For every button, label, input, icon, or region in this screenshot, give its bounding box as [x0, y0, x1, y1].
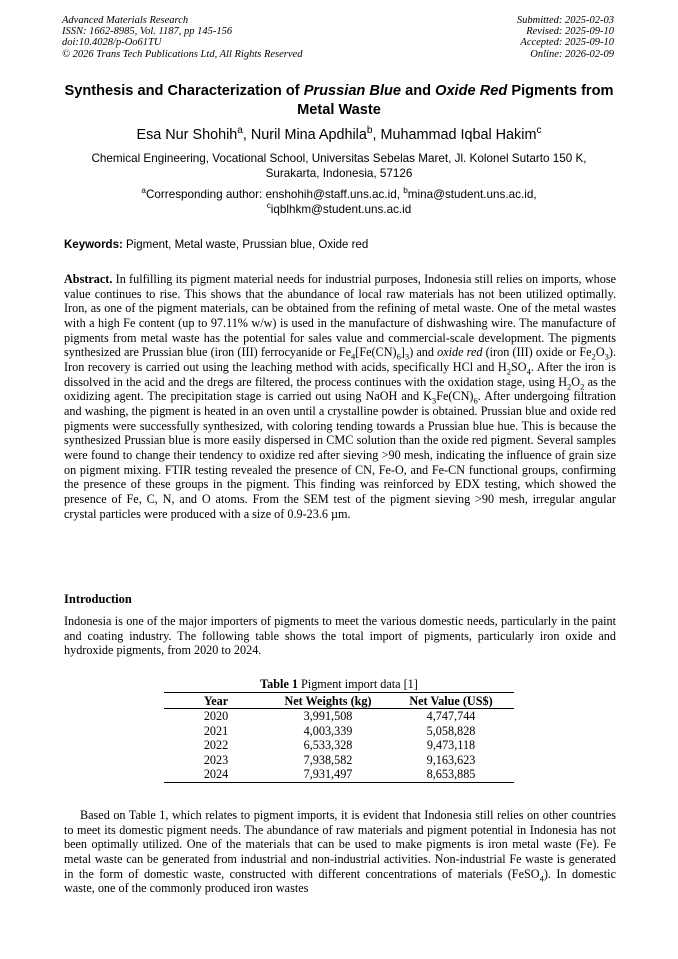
doi[interactable]: doi:10.4028/p-Oo61TU — [62, 37, 162, 49]
section-heading-introduction: Introduction — [64, 592, 132, 606]
abstract-text: (iron (III) oxide or Fe — [482, 345, 592, 360]
author-name: , Nuril Mina Apdhila — [242, 127, 367, 143]
cell-net-weight: 7,938,582 — [303, 752, 353, 767]
abstract-text: . After the iron is dissolved in the acid and the dregs are filtered, the process continues with the oxidation stage, using H — [64, 359, 616, 389]
author-affil-mark: a — [237, 125, 243, 137]
abstract-text: SO — [510, 359, 527, 374]
corresponding-line-1 — [56, 188, 622, 203]
cell-net-value: 9,163,623 — [426, 752, 476, 767]
introduction-paragraph: Indonesia is one of the major importers of pigments to meet the various domestic needs, particularly in the paint and coating industry. The following table shows the total import of pigments, particularly iron oxide and hydroxide pigments, from 2020 to 2024. — [64, 614, 616, 658]
column-header-year: Year — [164, 693, 268, 709]
cell-net-weight: 3,991,508 — [303, 709, 353, 723]
keywords-label: Keywords: — [64, 239, 123, 251]
subscript: 6 — [396, 351, 401, 362]
affiliation-line: Chemical Engineering, Vocational School, Universitas Sebelas Maret, Jl. Kolonel Sutarto 150 K, — [91, 152, 587, 165]
subscript: 4 — [351, 351, 356, 362]
subscript: 3 — [604, 351, 609, 362]
table-caption-label: Table 1 — [260, 677, 298, 691]
affil-mark: c — [266, 200, 271, 210]
cell-year: 2020 — [203, 709, 229, 723]
affiliation-line: Surakarta, Indonesia, 57126 — [265, 166, 413, 180]
abstract-text: ] — [400, 345, 405, 360]
revised-date: Revised: 2025-09-10 — [526, 26, 614, 38]
issn: ISSN: 1662-8985, Vol. 1187, pp 145-156 — [62, 26, 233, 38]
author-name: , Muhammad Iqbal Hakim — [372, 127, 537, 143]
cell-year: 2023 — [203, 752, 229, 767]
table-row — [164, 767, 514, 782]
online-date: Online: 2026-02-09 — [530, 48, 614, 60]
author-affil-mark: b — [366, 125, 373, 137]
cell-net-value: 4,747,744 — [426, 709, 476, 723]
abstract-text: Fe(CN) — [436, 389, 474, 404]
abstract-label: Abstract. — [64, 272, 113, 286]
abstract-text: [Fe(CN) — [355, 345, 397, 360]
paper-title — [56, 82, 622, 120]
subscript: 2 — [591, 351, 596, 362]
pigment-import-table — [164, 692, 514, 783]
keywords — [64, 238, 616, 252]
author-affil-mark: c — [536, 125, 542, 137]
title-italic-prussian-blue: Prussian Blue — [303, 83, 402, 99]
subscript: 2 — [506, 366, 511, 377]
abstract-text: O — [595, 345, 605, 360]
abstract-text: O — [571, 374, 581, 389]
title-part: Pigments from Metal Waste — [297, 83, 614, 118]
subscript: 2 — [567, 381, 572, 392]
abstract-text: as the oxidizing agent. The precipitation stage is carried out using NaOH and K — [64, 374, 617, 404]
cell-net-weight: 4,003,339 — [303, 723, 353, 738]
corresponding-authors — [56, 188, 622, 217]
table-row — [164, 709, 514, 724]
table-row — [164, 753, 514, 768]
journal-name: Advanced Materials Research — [62, 15, 189, 26]
copyright: © 2026 Trans Tech Publications Ltd, All Rights Reserved — [62, 48, 303, 60]
journal-header-right — [517, 15, 614, 60]
cell-net-weight: 6,533,328 — [303, 738, 353, 752]
cell-net-value: 8,653,885 — [388, 767, 514, 782]
accepted-date: Accepted: 2025-09-10 — [520, 37, 614, 49]
abstract-text: In fulfilling its pigment material needs for industrial purposes, Indonesia still relies on imports, whose value continues to rise. This shows that the abundance of local raw materials has not been utilized optimally. Iron, as one of the pigment materials, can be obtained from the refining of metal waste. One of the metal wastes with a high Fe content (up to 97.11% w/w) is used in the manufacture of dishwashing wire. The manufacture of pigments from metal waste has the potential for sales value and commercial-scale development. The pigments synthesized are Prussian blue (iron (III) ferrocyanide or Fe — [64, 272, 616, 360]
author-list — [40, 126, 638, 144]
table-row — [164, 724, 514, 739]
cell-net-weight: 7,931,497 — [268, 767, 388, 782]
keywords-text: Pigment, Metal waste, Prussian blue, Oxide red — [122, 239, 369, 251]
author-name: Esa Nur Shohih — [136, 127, 238, 143]
body-paragraph — [64, 808, 616, 896]
email-link[interactable]: mina@student.uns.ac.id, — [407, 188, 537, 201]
cell-net-value: 9,473,118 — [426, 738, 476, 752]
subscript: 3 — [431, 395, 437, 406]
table-caption — [164, 677, 514, 691]
corresponding-line-2 — [56, 200, 622, 218]
abstract — [64, 272, 616, 521]
subscript: 4 — [539, 873, 544, 884]
table-caption-text: Pigment import data [1] — [298, 677, 418, 691]
cell-year: 2021 — [203, 723, 229, 738]
subscript: 4 — [526, 366, 531, 377]
cell-year: 2022 — [203, 738, 229, 752]
journal-header-left — [62, 15, 302, 60]
column-header-net-weights: Net Weights (kg) — [268, 693, 388, 709]
cell-net-value: 5,058,828 — [426, 723, 476, 738]
title-italic-oxide-red: Oxide Red — [435, 83, 508, 99]
abstract-text: ). Iron recovery is carried out using the leaching method with acids, specifically HCl and H — [64, 345, 616, 374]
column-header-net-value: Net Value (US$) — [388, 693, 514, 709]
subscript: 3 — [404, 351, 410, 362]
title-part: Synthesis and Characterization of — [64, 83, 304, 99]
table-row — [164, 738, 514, 753]
table-header-row — [164, 693, 514, 709]
body-text: Based on Table 1, which relates to pigment imports, it is evident that Indonesia still relies on other countries to meet its domestic pigment needs. The abundance of raw materials and pigment potential in Indonesia has not been optimally utilized. One of the materials that can be used to make pigments is iron metal waste (Fe). Fe metal waste can be generated from industrial and non-industrial activities. Non-industrial Fe waste is generated in the form of domestic waste, constructed with different concentrations of materials (FeSO — [64, 808, 616, 881]
body-text: ). In domestic waste, one of the commonly produced iron wastes — [64, 866, 616, 896]
abstract-text: ) and — [409, 345, 438, 360]
affil-mark: b — [403, 186, 408, 196]
cell-year: 2024 — [164, 767, 268, 782]
subscript: 2 — [580, 381, 585, 392]
submitted-date: Submitted: 2025-02-03 — [516, 15, 614, 26]
corresponding-label: Corresponding author: enshohih@staff.uns.ac.id, — [145, 188, 404, 201]
affil-mark: a — [141, 186, 146, 196]
email-link[interactable]: iqblhkm@student.uns.ac.id — [270, 202, 412, 216]
abstract-text: . After undergoing filtration and washing, the pigment is heated in an oven until a crystalline powder is obtained. Prussian blue and oxide red pigments were successfully synthesized, with coloring tending towards a Prussian blue hue. This is because the synthesized Prussian blue is more easily dispersed in CMC solution than the oxide red pigment. Several samples were found to change their tendency to oxidize red after sieving >90 mesh, indicating the influence of grain size on pigment mixing. FTIR testing revealed the presence of CN, Fe-O, and Fe-CN functional groups, confirming the presence of these groups in the pigment. This finding was reinforced by EDX testing, which showed the presence of Fe, C, N, and O atoms. From the SEM test of the pigment sieving >90 mesh, irregular angular crystal particles were produced with a size of 0.9-23.6 µm. — [64, 389, 616, 521]
subscript: 6 — [473, 395, 478, 406]
abstract-italic: oxide red — [437, 345, 483, 360]
affiliation — [56, 152, 622, 181]
title-part: and — [401, 83, 436, 99]
